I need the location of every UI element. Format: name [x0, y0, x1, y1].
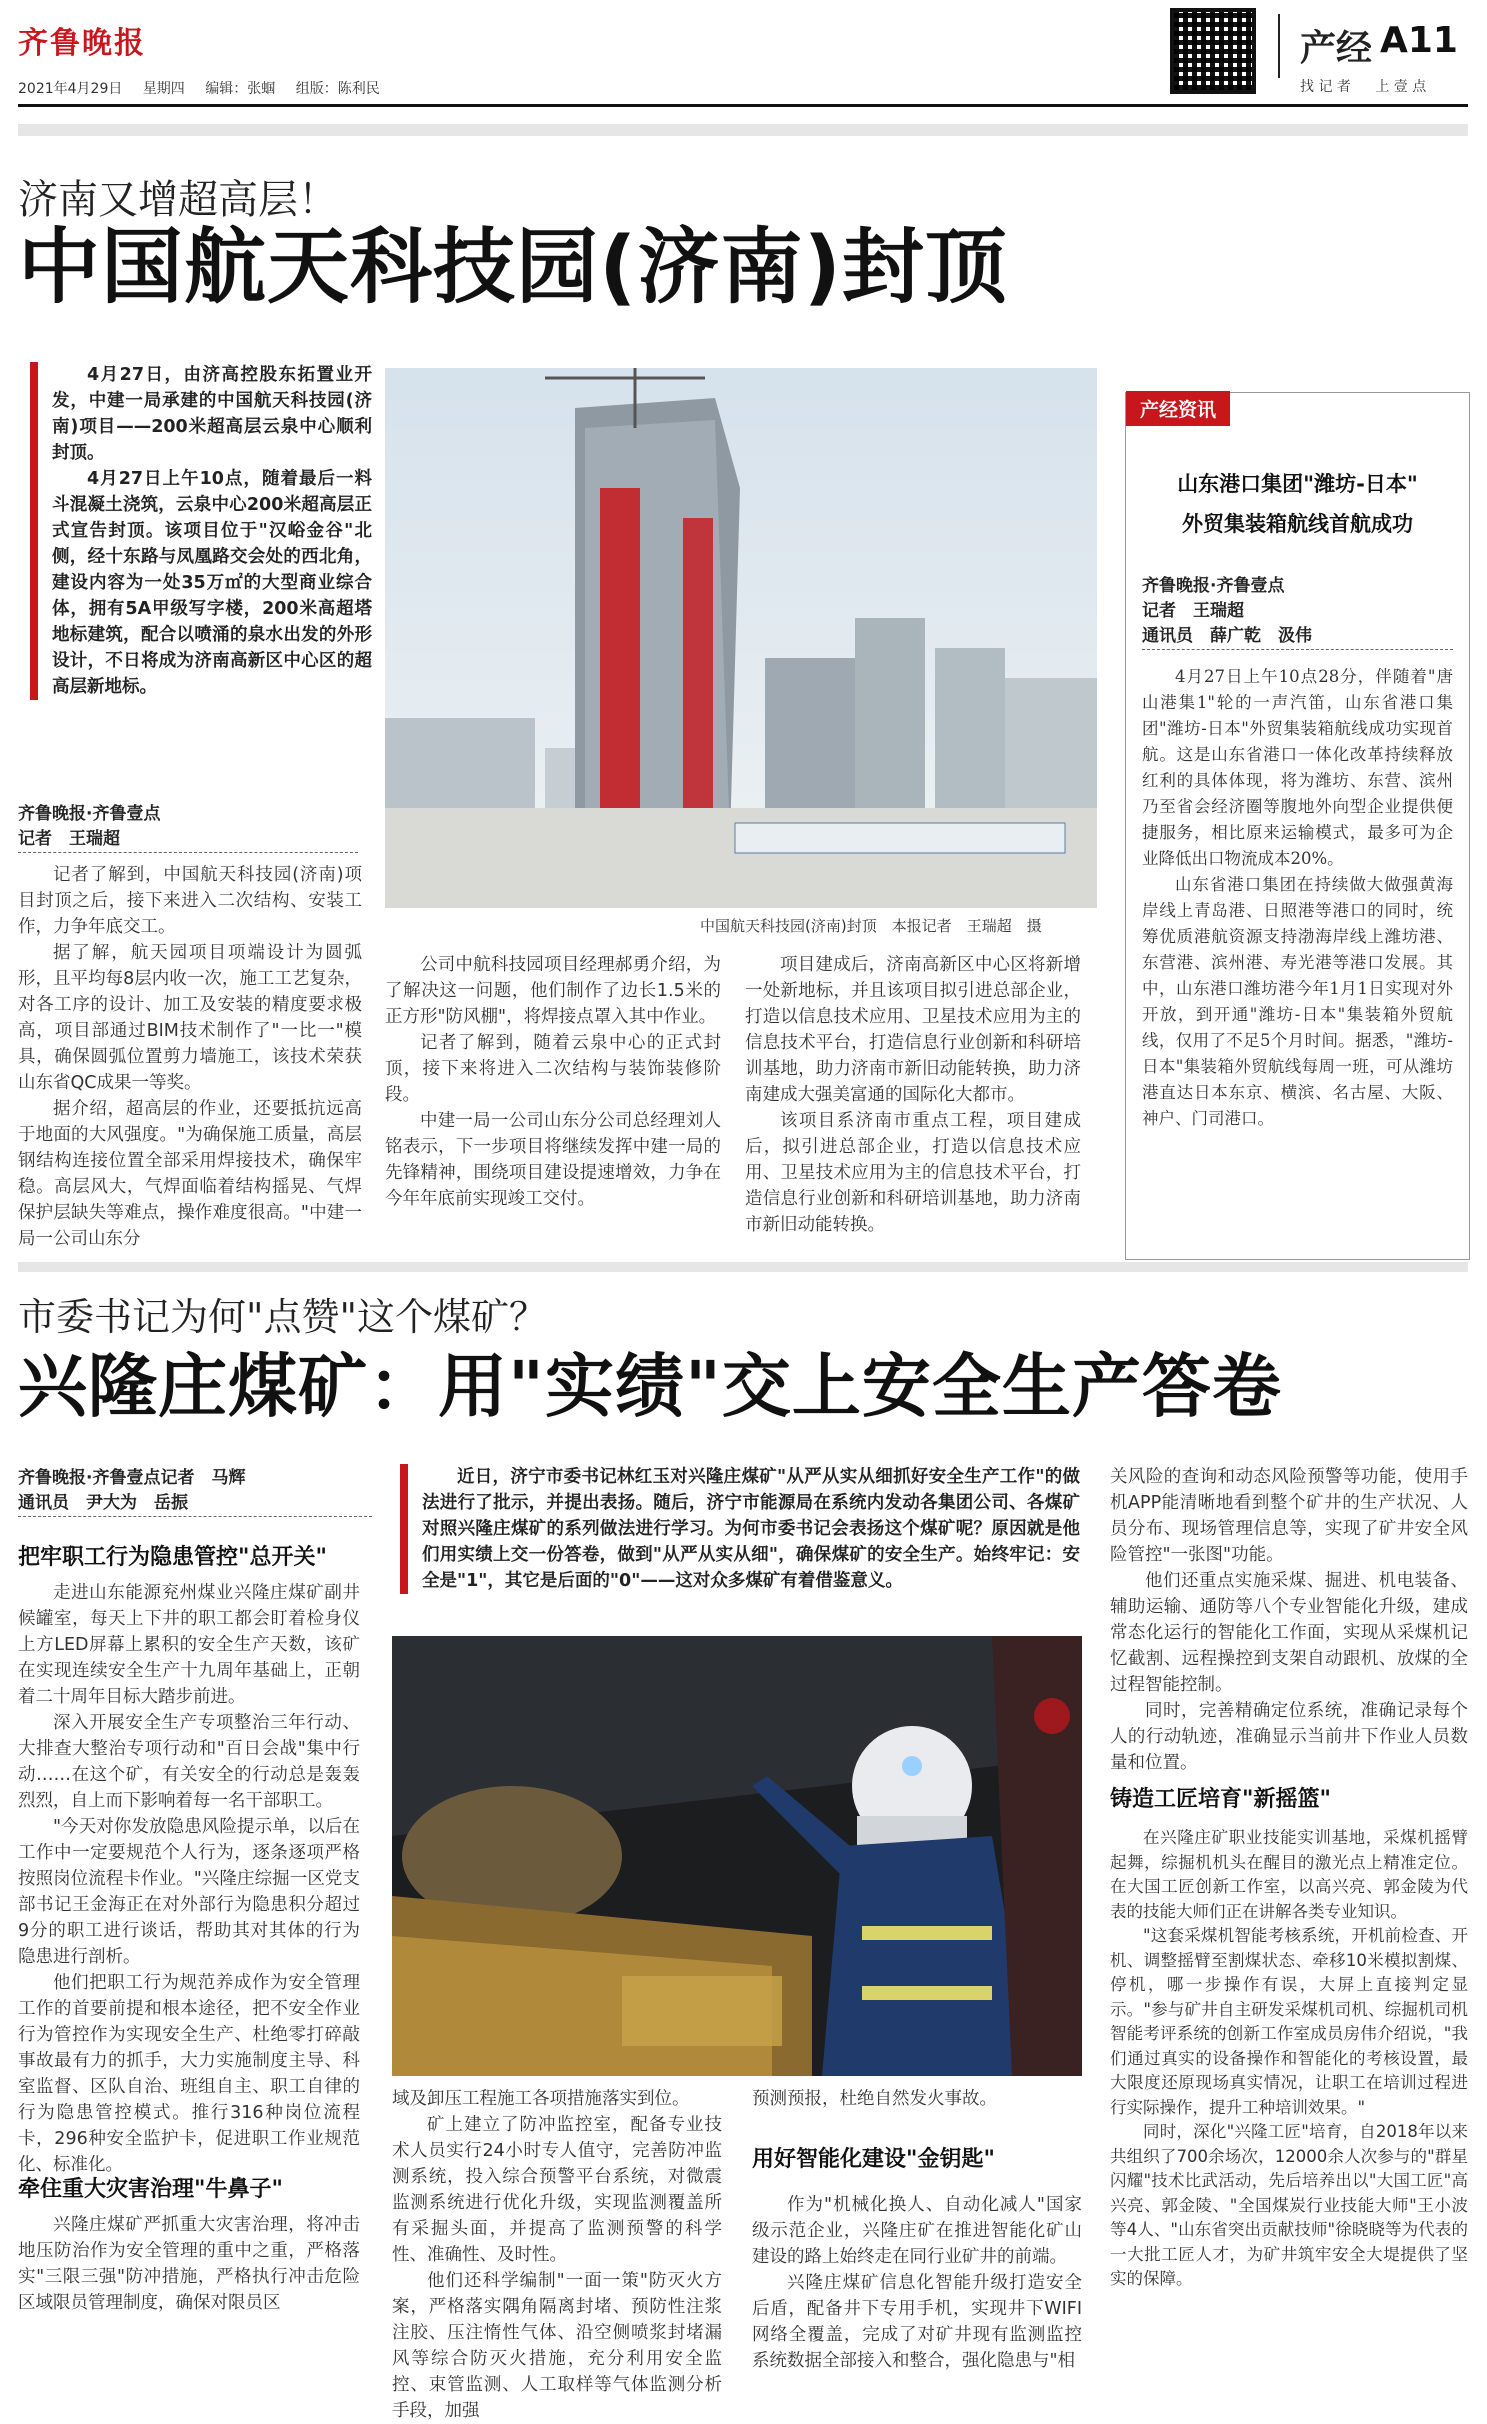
story2-lead-text: 近日，济宁市委书记林红玉对兴隆庄煤矿"从严从实从细抓好安全生产工作"的做法进行了批示，并提出表扬。随后，济宁市能源局在系统内发动各集团公司、各煤矿对照兴隆庄煤矿的系列做法进行学习。为何市委书记会表扬这个煤矿呢？原因就是他们用实绩上交一份答卷，做到"从严从实从细"，确保煤矿的安全生产。始终牢记：安全是"1"，其它是后面的"0"——这对众多煤矿有着借鉴意义。: [422, 1467, 1080, 1591]
story1-col2-p1: 公司中航科技园项目经理郝勇介绍，为了解决这一问题，他们制作了边长1.5米的正方形"防风棚"，将焊接点罩入其中作业。: [385, 955, 721, 1027]
story1-byline: [18, 802, 358, 853]
story2-col2-p1: 域及卸压工程施工各项措施落实到位。: [392, 2089, 690, 2109]
story2-headline: 兴隆庄煤矿：用"实绩"交上安全生产答卷: [18, 1347, 1282, 1427]
story1-photo-caption: 中国航天科技园(济南)封顶 本报记者 王瑞超 摄: [700, 917, 1042, 935]
masthead-rule: [18, 104, 1468, 107]
reporter-contact: [1300, 76, 1446, 96]
qr-code-icon: [1170, 8, 1256, 94]
issue-designer: 组版：陈利民: [295, 81, 380, 97]
story2-col1-p4: 他们把职工行为规范养成作为安全管理工作的首要前提和根本途径，把不安全作业行为管控作为实现安全生产、杜绝零打碎敲事故最有力的抓手，大力实施制度主导、科室监督、区队自治、班组自主、职工自律的行为隐患管控模式。推行316种岗位流程卡，296种安全监护卡，促进职工作业规范化、标准化。: [18, 1973, 360, 2175]
story1-col1-p2: 据了解，航天园项目项端设计为圆弧形，且平均每8层内收一次，施工工艺复杂，对各工序的设计、加工及安装的精度要求极高，项目部通过BIM技术制作了"一比一"模具，确保圆弧位置剪力墙施工，该技术荣获山东省QC成果一等奖。: [18, 943, 362, 1093]
story2-col4-p2: 他们还重点实施采煤、掘进、机电装备、辅助运输、通防等八个专业智能化升级，建成常态化运行的智能化工作面，实现从采煤机记忆截割、远程操控到支架自动跟机、放煤的全过程智能控制。: [1110, 1571, 1468, 1695]
story1-lead-p1: 4月27日，由济高控股东拓置业开发，中建一局承建的中国航天科技园(济南)项目——200米超高层云泉中心顺利封顶。: [52, 365, 372, 463]
story2-byline-source: 齐鲁晚报·齐鲁壹点记者 马辉: [18, 1468, 246, 1488]
issue-date: 2021年4月29日: [18, 81, 123, 97]
story1-headline: 中国航天科技园(济南)封顶: [18, 220, 1008, 315]
story2-col3-top-p1: 预测预报，杜绝自然发火事故。: [752, 2089, 997, 2109]
story2-subhead-2: 牵住重大灾害治理"牛鼻子": [18, 2177, 283, 2202]
story1-column-2: [385, 952, 721, 1212]
story2-subhead-3: 用好智能化建设"金钥匙": [752, 2147, 995, 2172]
story2-lead: [400, 1464, 1080, 1594]
story2-column-2: [392, 2086, 722, 2424]
story2-subhead-1: 把牢职工行为隐患管控"总开关": [18, 1545, 327, 1570]
story2-byline-correspondents: 通讯员 尹大为 岳振: [18, 1491, 372, 1517]
story2-col3-p2: 兴隆庄煤矿信息化智能升级打造安全后盾，配备井下专用手机，实现井下WIFI网络全覆盖，完成了对矿井现有监测监控系统数据全部接入和整合，强化隐患与"相: [752, 2273, 1082, 2371]
story2-col4-p1: 关风险的查询和动态风险预警等功能，使用手机APP能清晰地看到整个矿井的生产状况、人员分布、现场管理信息等，实现了矿井安全风险管控"一张图"功能。: [1110, 1467, 1468, 1565]
tower-photo-illustration: [385, 368, 1097, 908]
sidebar-byline-correspondents: 通讯员 薛广乾 汲伟: [1142, 624, 1453, 650]
story2-column-3: [752, 2086, 1082, 2112]
issue-meta: [18, 78, 396, 98]
issue-weekday: 星期四: [142, 81, 185, 97]
story1-col1-p1: 记者了解到，中国航天科技园(济南)项目封顶之后，接下来进入二次结构、安装工作，力争年底交工。: [18, 865, 362, 937]
sidebar-byline: [1126, 544, 1469, 650]
story2-col1-p3: "今天对你发放隐患风险提示单，以后在工作中一定要规范个人行为，逐条逐项严格按照岗位流程卡作业。"兴隆庄综掘一区党支部书记王金海正在对外部行为隐患积分超过9分的职工进行谈话，帮助其对其体的行为隐患进行剖析。: [18, 1817, 360, 1967]
story1-lead-p2: 4月27日上午10点，随着最后一料斗混凝土浇筑，云泉中心200米超高层正式宣告封顶。该项目位于"汉峪金谷"北侧，经十东路与凤凰路交会处的西北角，建设内容为一处35万㎡的大型商业综合体，拥有5A甲级写字楼，200米高超塔地标建筑，配合以喷涌的泉水出发的外形设计，不日将成为济南高新区中心区的超高层新地标。: [52, 469, 372, 697]
story-divider: [18, 1262, 1468, 1272]
story1-byline-source: 齐鲁晚报·齐鲁壹点: [18, 804, 161, 824]
story2-photo: [392, 1636, 1082, 2076]
story1-col1-p3: 据介绍，超高层的作业，还要抵抗远高于地面的大风强度。"为确保施工质量，高层钢结构连接位置全部采用焊接技术，确保牢稳。高层风大，气焊面临着结构摇晃、气焊保护层缺失等难点，操作难度很高。"中建一局一公司山东分: [18, 1099, 362, 1249]
story2-column-3-body: [752, 2192, 1082, 2374]
story2-byline: [18, 1466, 372, 1517]
story2-col1-p1: 走进山东能源兖州煤业兴隆庄煤矿副井候罐室，每天上下井的职工都会盯着检身仪上方LED屏幕上累积的安全生产天数，该矿在实现连续安全生产十九周年基础上，正朝着二十周年目标大踏步前进。: [18, 1583, 360, 1707]
masthead-band: [18, 124, 1468, 136]
sidebar-body: [1126, 650, 1469, 1132]
story1-col2-p2: 记者了解到，随着云泉中心的正式封顶，接下来将进入二次结构与装饰装修阶段。: [385, 1033, 721, 1105]
masthead-divider: [1278, 14, 1280, 78]
mine-photo-illustration: [392, 1636, 1082, 2076]
story2-col4-tail-p1: 在兴隆庄矿职业技能实训基地，采煤机摇臂起舞，综掘机机头在醒目的激光点上精准定位。在大国工匠创新工作室，以高兴亮、郭金陵为代表的技能大师们正在讲解各类专业知识。: [1110, 1828, 1468, 1921]
story2-column-4-tail: [1110, 1826, 1468, 2292]
sidebar-tag: 产经资讯: [1126, 391, 1230, 426]
story2-col4-tail-p2: "这套采煤机智能考核系统，开机前检查、开机、调整摇臂至割煤状态、牵移10米模拟割煤、停机，哪一步操作有误，大屏上直接判定显示。"参与矿井自主研发采煤机司机、综掘机司机智能考评系统的创新工作室成员房伟介绍说，"我们通过真实的设备操作和智能化的考核设置，最大限度还原现场真实情况，让职工在培训过程进行实际操作，提升工种培训效果。": [1110, 1926, 1468, 2117]
story2-col4-p3: 同时，完善精确定位系统，准确记录每个人的行动轨迹，准确显示当前井下作业人员数量和位置。: [1110, 1701, 1468, 1773]
story2-col2-p2: 矿上建立了防冲监控室，配备专业技术人员实行24小时专人值守，完善防冲监测系统，投入综合预警平台系统，对微震监测系统进行优化升级，实现监测覆盖所有采掘头面，并提高了监测预警的科学性、准确性、及时性。: [392, 2115, 722, 2265]
section-name: 产经: [1300, 28, 1373, 69]
sidebar-p1: 4月27日上午10点28分，伴随着"唐山港集1"轮的一声汽笛，山东省港口集团"潍坊-日本"外贸集装箱航线成功实现首航。这是山东省港口一体化改革持续释放红利的具体体现，将为潍坊、东营、滨州乃至省会经济圈等腹地外向型企业提供便捷服务，相比原来运输模式，最多可为企业降低出口物流成本20%。: [1142, 667, 1453, 868]
story2-column-1: [18, 1580, 360, 2178]
story2-col1-p2: 深入开展安全生产专项整治三年行动、大排查大整治专项行动和"百日会战"集中行动……在这个矿，有关安全的行动总是轰轰烈烈，自上而下影响着每一名干部职工。: [18, 1713, 360, 1811]
story2-subhead-4: 铸造工匠培育"新摇篮": [1110, 1787, 1331, 1812]
story2-column-4: [1110, 1464, 1468, 1776]
sidebar-headline-1: 山东港口集团"潍坊-日本": [1177, 472, 1418, 496]
story2-col2-p3: 他们还科学编制"一面一策"防灭火方案，严格落实隅角隔离封堵、预防性注浆注胶、压注惰性气体、沿空侧喷浆封堵漏风等综合防灭火措施，充分利用安全监控、束管监测、人工取样等气体监测分析手段，加强: [392, 2271, 722, 2421]
story2-column-1-tail: [18, 2212, 360, 2316]
story2-col1-tail-p1: 兴隆庄煤矿严抓重大灾害治理，将冲击地压防治作为安全管理的重中之重，严格落实"三限三强"防冲措施，严格执行冲击危险区域限员管理制度，确保对限员区: [18, 2215, 360, 2313]
page-number: A11: [1380, 20, 1458, 61]
issue-editor: 编辑：张蝈: [205, 81, 276, 97]
story1-byline-reporter: 记者 王瑞超: [18, 827, 358, 853]
story1-photo: [385, 368, 1097, 908]
reporter-label: 找 记 者: [1300, 79, 1351, 95]
story2-kicker: 市委书记为何"点赞"这个煤矿？: [18, 1295, 547, 1339]
story1-kicker: 济南又增超高层！: [18, 177, 338, 223]
story1-column-3: [745, 952, 1081, 1238]
story1-col3-p1: 项目建成后，济南高新区中心区将新增一处新地标，并且该项目拟引进总部企业，打造以信息技术应用、卫星技术应用为主的信息技术平台，打造信息行业创新和科研培训基地，助力济南市新旧动能转换，助力济南建成大强美富通的国际化大都市。: [745, 955, 1081, 1105]
reporter-app: 上 壹 点: [1375, 79, 1427, 95]
sidebar-headline-2: 外贸集装箱航线首航成功: [1182, 512, 1413, 536]
story1-lead: [30, 362, 372, 700]
story1-column-1: [18, 862, 362, 1252]
sidebar-p2: 山东省港口集团在持续做大做强黄海岸线上青岛港、日照港等港口的同时，统筹优质港航资源支持渤海岸线上潍坊港、东营港、滨州港、寿光港等港口发展。其中，山东港口潍坊港今年1月1日实现对外开放，到开通"潍坊-日本"集装箱外贸航线，仅用了不足5个月时间。据悉，"潍坊-日本"集装箱外贸航线每周一班，可从潍坊港直达日本东京、横滨、名古屋、大阪、神户、门司港口。: [1142, 875, 1453, 1128]
story2-col3-p1: 作为"机械化换人、自动化减人"国家级示范企业，兴隆庄矿在推进智能化矿山建设的路上始终走在同行业矿井的前端。: [752, 2195, 1082, 2267]
sidebar-byline-reporter: 记者 王瑞超: [1142, 601, 1244, 621]
story1-col3-p2: 该项目系济南市重点工程，项目建成后，拟引进总部企业，打造以信息技术应用、卫星技术应用为主的信息技术平台，打造信息行业创新和科研培训基地，助力济南市新旧动能转换。: [745, 1111, 1081, 1235]
sidebar-byline-source: 齐鲁晚报·齐鲁壹点: [1142, 576, 1285, 596]
story1-col2-p3: 中建一局一公司山东分公司总经理刘人铭表示，下一步项目将继续发挥中建一局的先锋精神，围绕项目建设提速增效，力争在今年年底前实现竣工交付。: [385, 1111, 721, 1209]
story2-col4-tail-p3: 同时，深化"兴隆工匠"培育，自2018年以来共组织了700余场次，12000余人次参与的"群星闪耀"技术比武活动，先后培养出以"大国工匠"高兴亮、郭金陵、"全国煤炭行业技能大师"王小波等4人、"山东省突出贡献技师"徐晓晓等为代表的一大批工匠人才，为矿井筑牢安全大堤提供了坚实的保障。: [1110, 2122, 1468, 2288]
newspaper-logo: 齐鲁晚报: [18, 26, 146, 61]
news-sidebar: [1125, 392, 1470, 1260]
